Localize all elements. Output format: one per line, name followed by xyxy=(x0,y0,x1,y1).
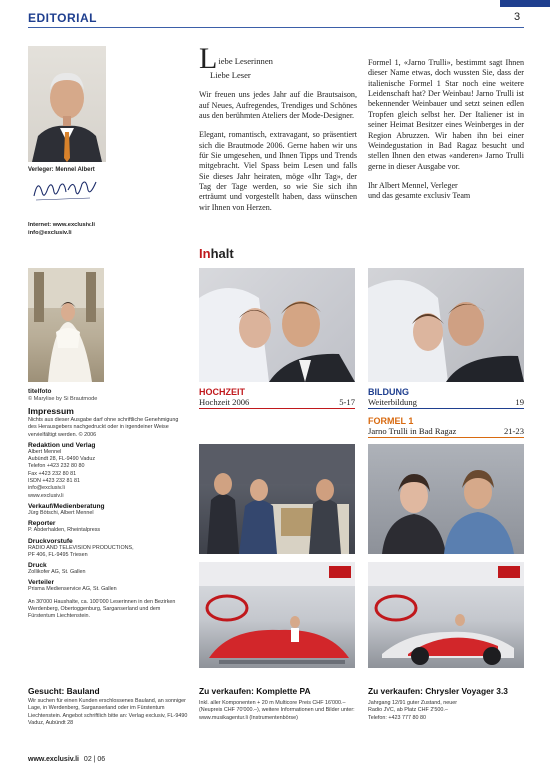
ad-text: Jahrgang 12/91 guter Zustand, neuer Radio JVC, ab Platz CHF 2'500.– Telefon: +423 777 80 80 xyxy=(368,700,458,721)
editorial-paragraph-1: Wir freuen uns jedes Jahr auf die Brautsaison, auf Neues, Aufregendes, Trendiges und Schönes aus den berühmten Ateliers der Mode-Designer. xyxy=(199,90,357,120)
signoff-line-1: Ihr Albert Mennel, Verleger xyxy=(368,180,458,190)
editorial-paragraph-3: Formel 1, «Jarno Trulli», bestimmt sagt Ihnen dieser Name etwas, doch wussten Sie, dass der italienische Formel 1 Star noch eine weitere Leidenschaft hat? Der Weinbau! Jarno Trulli ist bekennender Weinbauer und setzt seinen edlen Tropfen gleich selbst her. Der Italiener ist in seiner Heimat Besitzer eines Weinberges in der Region Abruzzen. Wir haben ihn bei einer Weindegustation in Bad Ragaz besucht und stellen Ihnen den etwas «anderen» Jarno Trulli gerne in dieser Ausgabe vor. xyxy=(368,58,524,171)
formula1-portrait-photo xyxy=(368,444,524,554)
impressum-line: Zollikofer AG, St. Gallen xyxy=(28,569,86,576)
signoff-line-2: und das gesamte exclusiv Team xyxy=(368,191,471,201)
impressum-line: Aubündt 28, FL-9490 Vaduz xyxy=(28,456,96,463)
impressum-line: RADIO AND TELEVISION PRODUCTIONS, xyxy=(28,544,134,551)
page-number: 3 xyxy=(514,11,521,23)
impressum-line: Jürg Bötschi, Albert Mennel xyxy=(28,509,94,516)
ad-pa xyxy=(199,686,355,722)
impressum-line: www.exclusiv.li xyxy=(28,492,64,499)
impressum-line: P. Abderhalden, Rheintalpress xyxy=(28,527,101,534)
editorial-col-2 xyxy=(368,58,524,202)
ad-title: Gesucht: Bauland xyxy=(28,686,100,696)
footer-issue: 02 | 06 xyxy=(83,756,106,763)
publisher-signature xyxy=(30,174,100,204)
greeting-line-2: Liebe Leser xyxy=(210,70,251,80)
contents-item-formel-1[interactable] xyxy=(368,416,524,438)
ad-text: Inkl. aller Komponenten + 20 m Multicore Preis CHF 16'000.– (Neupreis CHF 70'000.–), weitere Informationen und Bilder unter: www.musikagentur.li (Instrumentenbörse) xyxy=(199,700,355,721)
contents-title xyxy=(199,246,234,261)
impressum-heading: Reporter xyxy=(28,520,56,528)
impressum-line: Albert Mennel xyxy=(28,448,62,455)
impressum-line: ISDN +423 232 81 81 xyxy=(28,478,80,485)
contents-row xyxy=(368,397,524,409)
publisher-internet: Internet: www.exclusiv.li xyxy=(28,222,96,228)
cover-title: titelfoto xyxy=(28,388,52,395)
cover-photo xyxy=(28,268,104,382)
corner-bar xyxy=(500,0,550,7)
publisher-photo xyxy=(28,46,106,162)
wedding-photo-1 xyxy=(199,268,355,382)
footer xyxy=(28,756,105,763)
impressum-line: Fax +423 232 80 81 xyxy=(28,470,77,477)
editorial-paragraph-2: Elegant, romantisch, extravagant, so präsentiert sich die Brautmode 2006. Gerne haben wir uns für Sie umgesehen, und Ihnen Tipps und Trends mitgebracht. Viel Spass beim Lesen und falls Sie dieses Jahr heiraten, möge «Ihr Tag», der Tag der Tage werden, so wie Sie sich ihn erträumt und vorgestellt haben, dass wünschen wir Ihnen von Herzen. xyxy=(199,130,357,212)
contents-category: HOCHZEIT xyxy=(199,387,245,397)
ad-text: Wir suchen für einen Kunden erschlossenes Bauland, an sonniger Lage, in Werdenberg, Sarganserland oder im Fürstentum Liechtenstein. Angebot schriftlich bitte an: Verlag exclusiv, FL-9490 Vaduz, Aubündt 28 xyxy=(28,698,188,726)
wedding-photo-2 xyxy=(368,268,524,382)
editorial-greeting xyxy=(199,42,357,75)
impressum-heading: Verteiler xyxy=(28,579,55,587)
contents-title-rest: halt xyxy=(210,246,234,261)
impressum-heading: Druck xyxy=(28,562,47,570)
impressum-heading: Verkauf/Medienberatung xyxy=(28,502,105,510)
impressum-line: Prisma Medienservice AG, St. Gallen xyxy=(28,586,117,593)
contents-category: FORMEL 1 xyxy=(368,416,414,426)
editorial-signoff xyxy=(368,181,524,202)
contents-item-title: Hochzeit 2006 xyxy=(199,397,250,407)
publisher-email: info@exclusiv.li xyxy=(28,230,72,237)
impressum-distribution: An 30'000 Haushalte, ca. 100'000 Leserinnen in den Bezirken Werdenberg, Obertoggenburg, Sarganserland und dem Fürstentum Liechtenstein. xyxy=(28,598,176,620)
contents-item-pages: 5-17 xyxy=(339,397,355,407)
f1-car-photo-1 xyxy=(199,562,355,668)
cover-credit: © Marylise by Si Brautmode xyxy=(28,396,98,402)
publisher-caption: Verleger: Mennel Albert xyxy=(28,167,95,173)
ad-chrysler xyxy=(368,686,508,722)
greeting-line-1: iebe Leserinnen xyxy=(218,56,273,66)
contents-title-accent: In xyxy=(199,246,211,261)
impressum-heading: Druckvorstufe xyxy=(28,537,73,545)
ad-bauland xyxy=(28,686,188,727)
editorial-col-1 xyxy=(199,42,357,213)
impressum-line: Telefon +423 232 80 80 xyxy=(28,463,85,470)
footer-site[interactable]: www.exclusiv.li xyxy=(28,756,79,763)
f1-car-photo-2 xyxy=(368,562,524,668)
contents-item-title: Jarno Trulli in Bad Ragaz xyxy=(368,426,457,436)
contents-category: BILDUNG xyxy=(368,387,409,397)
contents-item-hochzeit[interactable] xyxy=(199,387,355,409)
contents-item-pages: 19 xyxy=(515,397,524,407)
contents-item-title: Weiterbildung xyxy=(368,397,417,407)
contents-item-pages: 21-23 xyxy=(503,426,524,436)
impressum-line: PF 406, FL-9495 Triesen xyxy=(28,551,88,558)
contents-item-bildung[interactable] xyxy=(368,387,524,409)
contents-row xyxy=(368,426,524,438)
section-title: EDITORIAL xyxy=(28,11,97,25)
formula1-wine-photo xyxy=(199,444,355,554)
impressum xyxy=(28,406,188,621)
header-rule xyxy=(28,27,524,28)
impressum-heading: Redaktion und Verlag xyxy=(28,441,96,449)
contents-row xyxy=(199,397,355,409)
impressum-line: info@exclusiv.li xyxy=(28,485,65,492)
ad-title: Zu verkaufen: Komplette PA xyxy=(199,686,311,696)
drop-cap: L xyxy=(199,42,218,75)
publisher-contact xyxy=(28,221,95,237)
impressum-title: Impressum xyxy=(28,406,74,416)
ad-title: Zu verkaufen: Chrysler Voyager 3.3 xyxy=(368,686,508,696)
greeting-text xyxy=(218,46,273,67)
impressum-intro: Nichts aus dieser Ausgabe darf ohne schriftliche Genehmigung des Herausgebers nachgedruckt oder in irgendeiner Weise vervielfältigt werden. © 2006 xyxy=(28,417,179,438)
